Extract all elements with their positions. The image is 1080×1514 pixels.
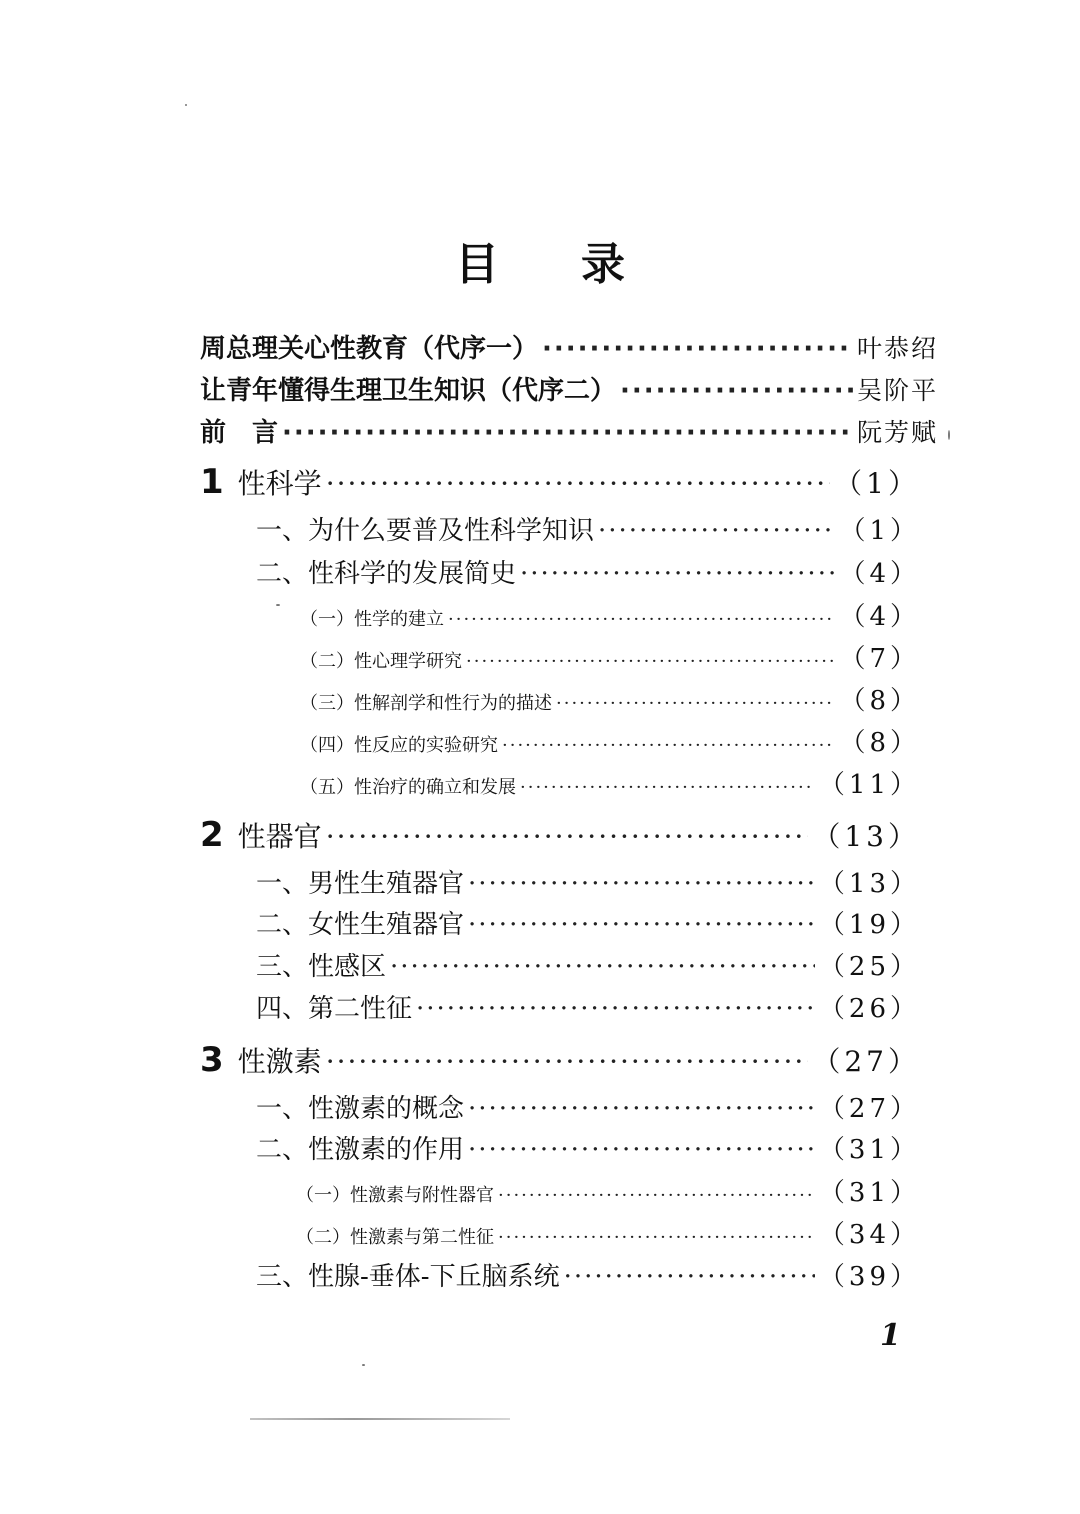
scan-speck	[948, 430, 950, 440]
page-number: （1）	[834, 467, 920, 500]
page-title-text: 目 录	[455, 239, 625, 290]
toc-section[interactable]	[256, 553, 920, 590]
dot-leader	[556, 693, 835, 714]
toc-entry-label: （五）性治疗的确立和发展	[300, 777, 516, 798]
dot-leader	[282, 418, 853, 448]
page-number: （26）	[818, 994, 920, 1024]
toc-section[interactable]	[256, 988, 920, 1025]
chapter-number: 3	[200, 1040, 224, 1080]
toc-entry-label: 二、性激素的作用	[256, 1135, 465, 1165]
page-number: （13）	[818, 869, 920, 899]
chapter-title: 性科学	[237, 467, 322, 500]
toc-section[interactable]	[256, 1256, 920, 1293]
chapter-title: 性激素	[237, 1045, 322, 1078]
toc-section[interactable]	[256, 510, 920, 547]
page-number: （4）	[839, 559, 920, 589]
toc-entry-label: （四）性反应的实验研究	[300, 735, 498, 756]
page-number: （8）	[839, 686, 920, 716]
chapter-title: 性器官	[237, 820, 322, 853]
dot-leader	[498, 1185, 815, 1206]
toc-entry-author: 阮芳赋	[856, 418, 938, 447]
dot-leader	[468, 869, 815, 899]
toc-section[interactable]	[256, 1129, 920, 1166]
page-number: （27）	[818, 1094, 920, 1124]
page-title	[0, 228, 1080, 292]
dot-leader	[520, 777, 815, 798]
dot-leader	[326, 467, 830, 500]
dot-leader	[326, 820, 809, 853]
chapter-number: 1	[200, 462, 224, 502]
toc-entry-label: （二）性心理学研究	[300, 651, 462, 672]
dot-leader	[466, 651, 835, 672]
toc-chapter-heading	[200, 815, 322, 855]
dot-leader	[468, 1135, 815, 1165]
dot-leader	[468, 1094, 815, 1124]
page-number: （34）	[818, 1220, 920, 1250]
toc-subsection[interactable]	[300, 680, 920, 717]
dot-leader	[326, 1045, 809, 1078]
page-number: （7）	[839, 644, 920, 674]
toc-preface-2[interactable]	[200, 370, 938, 407]
toc-subsection[interactable]	[300, 764, 920, 801]
page-number: （8）	[839, 728, 920, 758]
page-number: （1）	[839, 516, 920, 546]
dot-leader	[598, 516, 835, 546]
page-number: （39）	[818, 1262, 920, 1292]
dot-leader	[564, 1262, 815, 1292]
dot-leader	[390, 952, 815, 982]
toc-entry-label: 四、第二性征	[256, 994, 413, 1024]
toc-entry-label: 三、性腺-垂体-下丘脑系统	[256, 1262, 560, 1292]
toc-subsection[interactable]	[300, 638, 920, 675]
page-number: （25）	[818, 952, 920, 982]
dot-leader	[502, 735, 835, 756]
dot-leader	[468, 910, 815, 940]
toc-chapter-1[interactable]	[200, 462, 920, 502]
toc-entry-author: 吴阶平	[856, 376, 938, 405]
toc-chapter-2[interactable]	[200, 815, 920, 855]
toc-entry-label: 让青年懂得生理卫生知识（代序二）	[200, 376, 617, 406]
toc-subsection[interactable]	[296, 1214, 920, 1251]
toc-entry-author: 叶恭绍	[856, 334, 938, 363]
page-number: （4）	[839, 602, 920, 632]
dot-leader	[542, 334, 853, 364]
toc-subsection[interactable]	[296, 1172, 920, 1209]
toc-entry-label: （二）性激素与第二性征	[296, 1227, 494, 1248]
toc-section[interactable]	[256, 904, 920, 941]
page-folio: 1	[880, 1318, 901, 1353]
scan-speck	[276, 604, 280, 606]
page-number: （31）	[818, 1178, 920, 1208]
toc-preface-1[interactable]	[200, 328, 938, 365]
dot-leader	[620, 376, 853, 406]
toc-entry-label: （三）性解剖学和性行为的描述	[300, 693, 552, 714]
toc-section[interactable]	[256, 946, 920, 983]
toc-subsection[interactable]	[300, 722, 920, 759]
toc-entry-label: 三、性感区	[256, 952, 387, 982]
toc-chapter-heading	[200, 462, 322, 502]
toc-entry-label: 二、女性生殖器官	[256, 910, 465, 940]
toc-entry-label: 一、男性生殖器官	[256, 869, 465, 899]
page-number: （13）	[812, 820, 920, 853]
toc-entry-label: 前 言	[200, 418, 279, 448]
page-number: （19）	[818, 910, 920, 940]
toc-entry-label: （一）性学的建立	[300, 609, 444, 630]
toc-section[interactable]	[256, 1088, 920, 1125]
toc-chapter-heading	[200, 1040, 322, 1080]
toc-subsection[interactable]	[300, 596, 920, 633]
scan-speck	[185, 104, 187, 106]
toc-chapter-3[interactable]	[200, 1040, 920, 1080]
page-number: （11）	[818, 770, 920, 800]
dot-leader	[416, 994, 815, 1024]
dot-leader	[520, 559, 835, 589]
scan-artifact-line	[250, 1418, 510, 1420]
page-number: （31）	[818, 1135, 920, 1165]
toc-entry-label: 二、性科学的发展简史	[256, 559, 517, 589]
toc-entry-label: （一）性激素与附性器官	[296, 1185, 494, 1206]
page-number: （27）	[812, 1045, 920, 1078]
toc-section[interactable]	[256, 863, 920, 900]
toc-foreword[interactable]	[200, 412, 938, 449]
dot-leader	[498, 1227, 815, 1248]
toc-entry-label: 一、性激素的概念	[256, 1094, 465, 1124]
toc-entry-label: 一、为什么要普及性科学知识	[256, 516, 595, 546]
toc-entry-label: 周总理关心性教育（代序一）	[200, 334, 539, 364]
dot-leader	[448, 609, 835, 630]
scan-speck	[362, 1364, 365, 1366]
chapter-number: 2	[200, 815, 224, 855]
